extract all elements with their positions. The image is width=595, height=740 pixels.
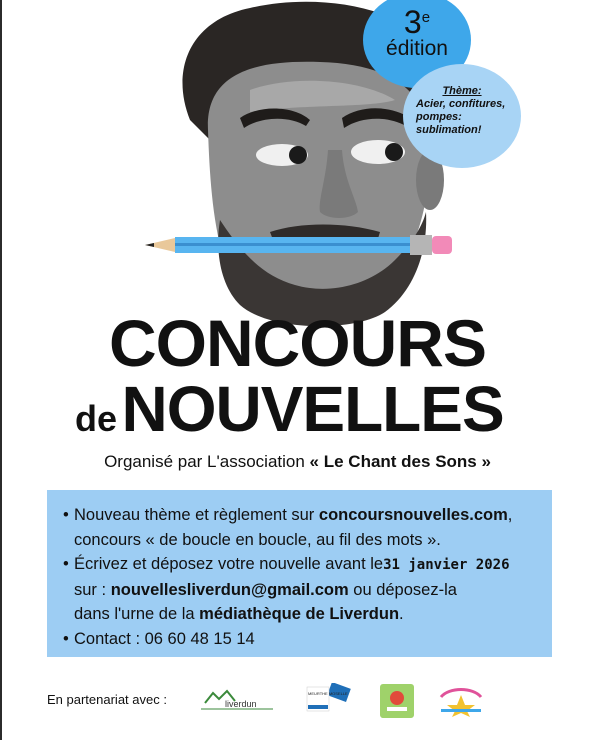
liverdun-logo	[197, 685, 277, 717]
info-item-submit: • Écrivez et déposez votre nouvelle avant le31 janvier 2026 sur : nouvellesliverdun@gmail.com ou déposez-la dans l'urne de la médiathèque de Liverdun.	[63, 552, 544, 627]
theme-badge	[403, 64, 521, 168]
theme-label: Thème:	[442, 85, 482, 97]
title-de: de	[75, 398, 118, 439]
meurthe-moselle-logo	[303, 683, 351, 715]
site-link[interactable]: concoursnouvelles.com	[318, 506, 508, 524]
deadline-date: 31 janvier 2026	[383, 557, 510, 573]
info-box	[47, 490, 552, 657]
organizer-line	[0, 452, 595, 472]
edition-suffix: e	[421, 9, 431, 26]
email-link[interactable]: nouvellesliverdun@gmail.com	[110, 580, 349, 599]
camping-logo	[437, 683, 485, 717]
organizer-name: « Le Chant des Sons »	[309, 452, 491, 471]
edition-number: 3e	[403, 4, 431, 40]
meurthe-moselle-text: MEURTHE MOSELLE	[308, 691, 348, 696]
info-item-rules: • Nouveau thème et règlement sur concoursnouvelles.com, concours « de boucle en boucle, au fil des mots ».	[63, 503, 544, 552]
partners-label: En partenariat avec :	[47, 692, 167, 707]
mediatheque-name: médiathèque de Liverdun	[199, 605, 400, 623]
title-concours: CONCOURS	[108, 306, 486, 380]
theme-text: Acier, confitures, pompes: sublimation!	[416, 98, 506, 136]
title-de-nouvelles	[75, 372, 504, 446]
info-list	[63, 503, 544, 651]
title-nouvelles: NOUVELLES	[121, 373, 504, 445]
edition-word: édition	[386, 37, 448, 60]
organizer-prefix: Organisé par L'association	[104, 452, 305, 471]
liverdun-logo-text: liverdun	[225, 699, 257, 709]
epicerie-logo	[380, 684, 414, 718]
info-item-contact: • Contact : 06 60 48 15 14	[63, 627, 544, 652]
